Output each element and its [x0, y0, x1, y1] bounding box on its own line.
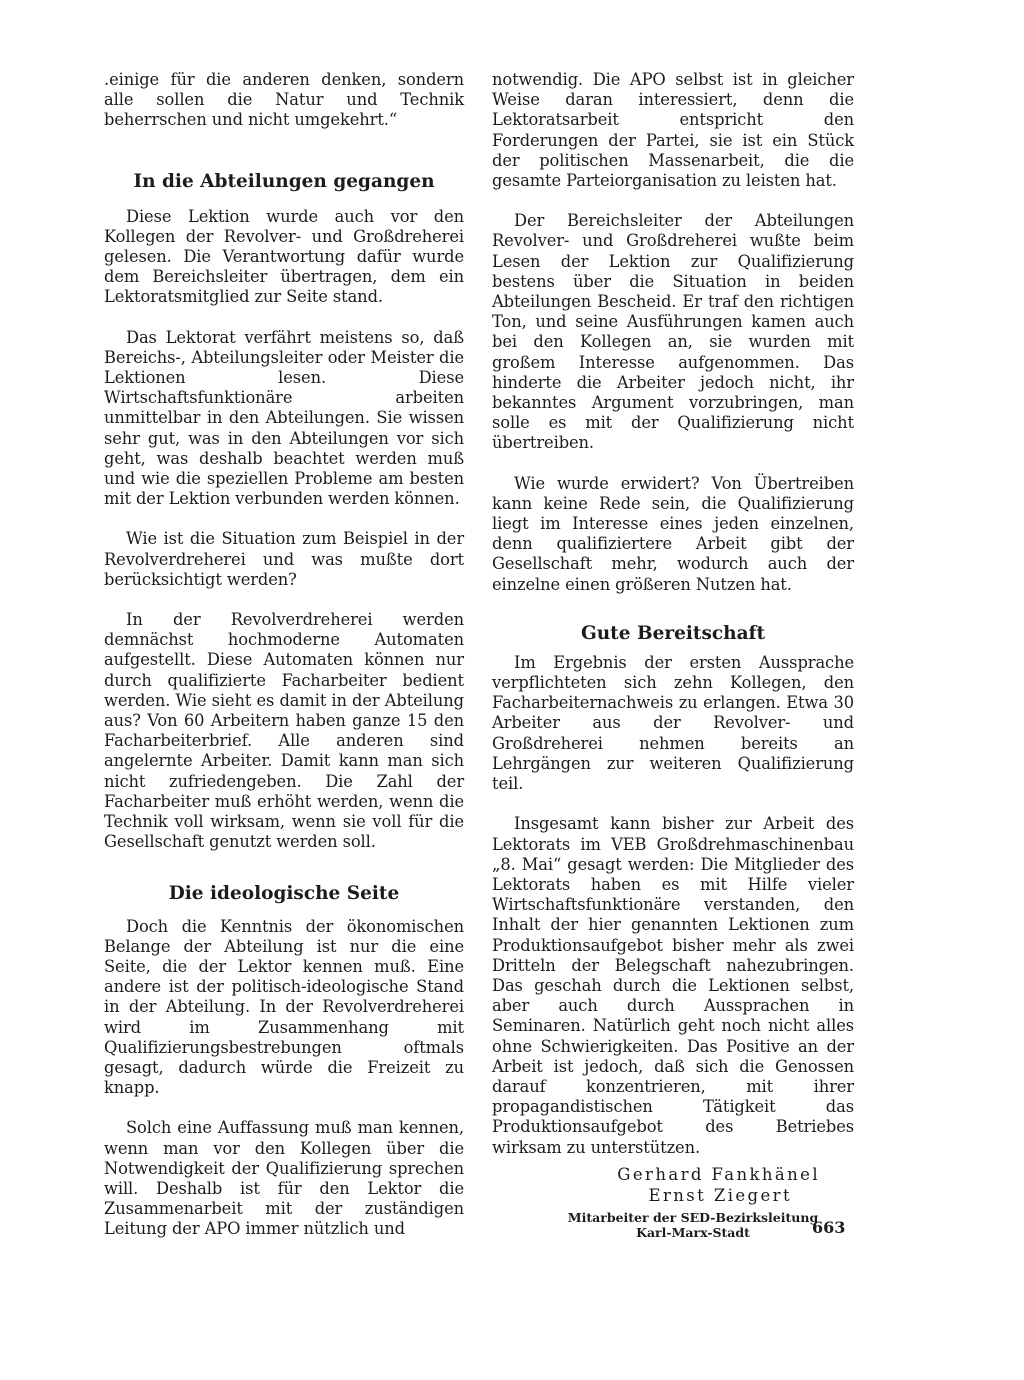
- paragraph: Solch eine Auffassung muß man kennen, wenn man vor den Kollegen über die Notwendigkeit der Qualifizierung sprechen will. Deshalb ist für den Lektor die Zusammenarbeit mit der zuständigen Leitung der APO immer nützlich und: [104, 1118, 464, 1239]
- paragraph: Im Ergebnis der ersten Aussprache verpflichteten sich zehn Kollegen, den Facharbeiternachweis zu erlangen. Etwa 30 Arbeiter aus der Revolver- und Großdreherei nehmen bereits an Lehrgängen zur weiteren Qualifizierung teil.: [492, 652, 854, 794]
- paragraph: In der Revolverdreherei werden demnächst hochmoderne Automaten aufgestellt. Diese Automaten können nur durch qualifizierte Facharbeiter bedient werden. Wie sieht es damit in der Abteilung aus? Von 60 Arbeitern haben ganze 15 den Facharbeiterbrief. Alle anderen sind angelernte Arbeiter. Damit kann man sich nicht zufriedengeben. Die Zahl der Facharbeiter muß erhöht werden, wenn die Technik voll wirksam, wenn sie voll für die Gesellschaft genutzt werden soll.: [104, 610, 464, 852]
- right-column: [492, 70, 854, 1240]
- paragraph: Der Bereichsleiter der Abteilungen Revolver- und Großdreherei wußte beim Lesen der Lektion zur Qualifizierung bestens über die Situation in beiden Abteilungen Bescheid. Er traf den richtigen Ton, und seine Ausführungen kamen auch bei den Kollegen an, sie wurden mit großem Interesse aufgenommen. Das hinderte die Arbeiter jedoch nicht, ihr bekanntes Argument vorzubringen, man solle es mit der Qualifizierung nicht übertreiben.: [492, 211, 854, 453]
- section-heading-abteilungen: In die Abteilungen gegangen: [133, 170, 435, 192]
- left-column: [104, 70, 464, 1240]
- paragraph: Doch die Kenntnis der ökonomischen Belange der Abteilung ist nur die eine Seite, die der Lektor kennen muß. Eine andere ist der politisch-ideologische Stand in der Abteilung. In der Revolverdreherei wird im Zusammenhang mit Qualifizierungsbestrebungen oftmals gesagt, dadurch würde die Freizeit zu knapp.: [104, 916, 464, 1098]
- paragraph-continuation: .einige für die anderen denken, sondern alle sollen die Natur und Technik beherrschen und nicht umgekehrt.“: [104, 70, 464, 130]
- section-heading-ideologische-seite: Die ideologische Seite: [168, 882, 400, 904]
- paragraph: Diese Lektion wurde auch vor den Kollegen der Revolver- und Großdreherei gelesen. Die Verantwortung dafür wurde dem Bereichsleiter übertragen, dem ein Lektoratsmitglied zur Seite stand.: [104, 206, 464, 307]
- paragraph: Wie wurde erwidert? Von Übertreiben kann keine Rede sein, die Qualifizierung liegt im Interesse eines jeden einzelnen, denn qualifiziertere Arbeit gibt der Gesellschaft mehr, wodurch auch der einzelne einen größeren Nutzen hat.: [492, 473, 854, 594]
- paragraph-continuation: notwendig. Die APO selbst ist in gleicher Weise daran interessiert, denn die Lektoratsarbeit entspricht den Forderungen der Partei, sie ist ein Stück der politischen Massenarbeit, die die gesamte Parteiorganisation zu leisten hat.: [492, 70, 854, 191]
- paragraph: Insgesamt kann bisher zur Arbeit des Lektorats im VEB Großdrehmaschinenbau „8. Mai“ gesagt werden: Die Mitglieder des Lektorats haben es mit Hilfe vieler Wirtschaftsfunktionäre verstanden, den Inhalt der hier genannten Lektionen zum Produktionsaufgebot bisher mehr als zwei Dritteln der Belegschaft nahezubringen. Das geschah durch die Lektionen selbst, aber auch durch Aussprachen in Seminaren. Natürlich geht noch nicht alles ohne Schwierigkeiten. Das Positive an der Arbeit ist jedoch, daß sich die Genossen darauf konzentrieren, mit ihrer propagandistischen Tätigkeit das Produktionsaufgebot des Betriebes wirksam zu unterstützen.: [492, 814, 854, 1157]
- page-number: 663: [812, 1218, 846, 1237]
- paragraph: Das Lektorat verfährt meistens so, daß Bereichs-, Abteilungsleiter oder Meister die Lektionen lesen. Diese Wirtschaftsfunktionäre arbeiten unmittelbar in den Abteilungen. Sie wissen sehr gut, was in den Abteilungen vor sich geht, was deshalb beachtet werden muß und wie die speziellen Probleme am besten mit der Lektion verbunden werden können.: [104, 327, 464, 509]
- author-name: Ernst Ziegert: [648, 1185, 792, 1205]
- author-name: Gerhard Fankhänel: [617, 1164, 820, 1184]
- author-affiliation-city: Karl-Marx-Stadt: [636, 1224, 750, 1240]
- paragraph: Wie ist die Situation zum Beispiel in der Revolverdreherei und was mußte dort berücksichtigt werden?: [104, 529, 464, 589]
- author-affiliation: Mitarbeiter der SED-Bezirksleitung: [567, 1209, 819, 1225]
- section-heading-gute-bereitschaft: Gute Bereitschaft: [580, 622, 766, 644]
